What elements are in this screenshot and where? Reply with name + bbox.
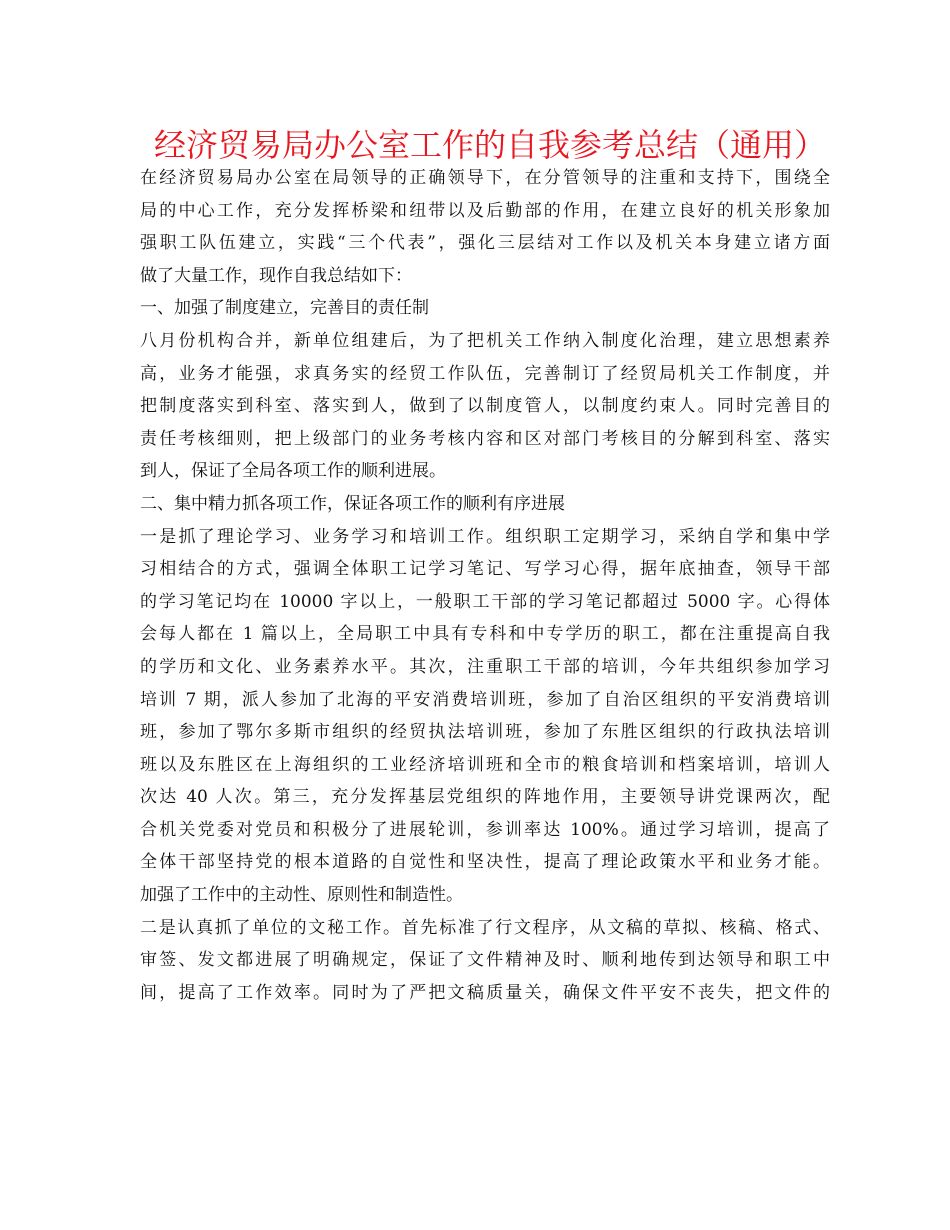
paragraph-line: 间，提高了工作效率。同时为了严把文稿质量关，确保文件平安不丧失，把文件的	[140, 982, 830, 1003]
paragraph-line: 把制度落实到科室、落实到人，做到了以制度管人，以制度约束人。同时完善目的	[140, 396, 830, 417]
paragraph-line: 习相结合的方式，强调全体职工记学习笔记、写学习心得，据年底抽查，领导干部	[140, 559, 830, 580]
paragraph-line: 班以及东胜区在上海组织的工业经济培训班和全市的粮食培训和档案培训，培训人	[140, 754, 830, 775]
paragraph-line: 的学习笔记均在 10000 字以上，一般职工干部的学习笔记都超过 5000 字。心得体	[140, 591, 830, 612]
paragraph-line: 到人，保证了全局各项工作的顺利进展。	[140, 461, 446, 482]
paragraph-line: 的学历和文化、业务素养水平。其次，注重职工干部的培训，今年共组织参加学习	[140, 656, 830, 677]
paragraph-line: 一是抓了理论学习、业务学习和培训工作。组织职工定期学习，采纳自学和集中学	[140, 526, 830, 547]
paragraph-line: 在经济贸易局办公室在局领导的正确领导下，在分管领导的注重和支持下，围绕全	[140, 168, 830, 188]
document-body	[140, 162, 830, 1009]
paragraph-line: 高，业务才能强，求真务实的经贸工作队伍，完善制订了经贸局机关工作制度，并	[140, 363, 830, 384]
paragraph-line: 二、集中精力抓各项工作，保证各项工作的顺利有序进展	[140, 493, 565, 514]
paragraph-line: 局的中心工作，充分发挥桥梁和纽带以及后勤部的作用，在建立良好的机关形象加	[140, 200, 830, 221]
paragraph-line: 会每人都在 1 篇以上，全局职工中具有专科和中专学历的职工，都在注重提高自我	[140, 624, 830, 645]
paragraph-line: 审签、发文都进展了明确规定，保证了文件精神及时、顺利地传到达领导和职工中	[140, 950, 830, 971]
paragraph-line: 二是认真抓了单位的文秘工作。首先标准了行文程序，从文稿的草拟、核稿、格式、	[140, 917, 830, 938]
paragraph-line: 次达 40 人次。第三，充分发挥基层党组织的阵地作用，主要领导讲党课两次，配	[140, 787, 830, 808]
paragraph-line: 合机关党委对党员和积极分了进展轮训，参训率达 100%。通过学习培训，提高了	[140, 819, 830, 840]
document-title: 经济贸易局办公室工作的自我参考总结（通用）	[153, 126, 826, 164]
paragraph-line: 培训 7 期，派人参加了北海的平安消费培训班，参加了自治区组织的平安消费培训	[140, 689, 830, 710]
paragraph-line: 做了大量工作，现作自我总结如下：	[140, 265, 412, 286]
paragraph-line: 一、加强了制度建立，完善目的责任制	[140, 298, 429, 319]
paragraph-line: 加强了工作中的主动性、原则性和制造性。	[140, 885, 463, 906]
paragraph-line: 责任考核细则，把上级部门的业务考核内容和区对部门考核目的分解到科室、落实	[140, 428, 830, 449]
paragraph-line: 全体干部坚持党的根本道路的自觉性和坚决性，提高了理论政策水平和业务才能。	[140, 852, 830, 873]
paragraph-line: 班，参加了鄂尔多斯市组织的经贸执法培训班，参加了东胜区组织的行政执法培训	[140, 722, 830, 743]
paragraph-line: 八月份机构合并，新单位组建后，为了把机关工作纳入制度化治理，建立思想素养	[140, 330, 830, 351]
paragraph-line: 强职工队伍建立，实践“三个代表”，强化三层结对工作以及机关本身建立诸方面	[140, 233, 830, 254]
